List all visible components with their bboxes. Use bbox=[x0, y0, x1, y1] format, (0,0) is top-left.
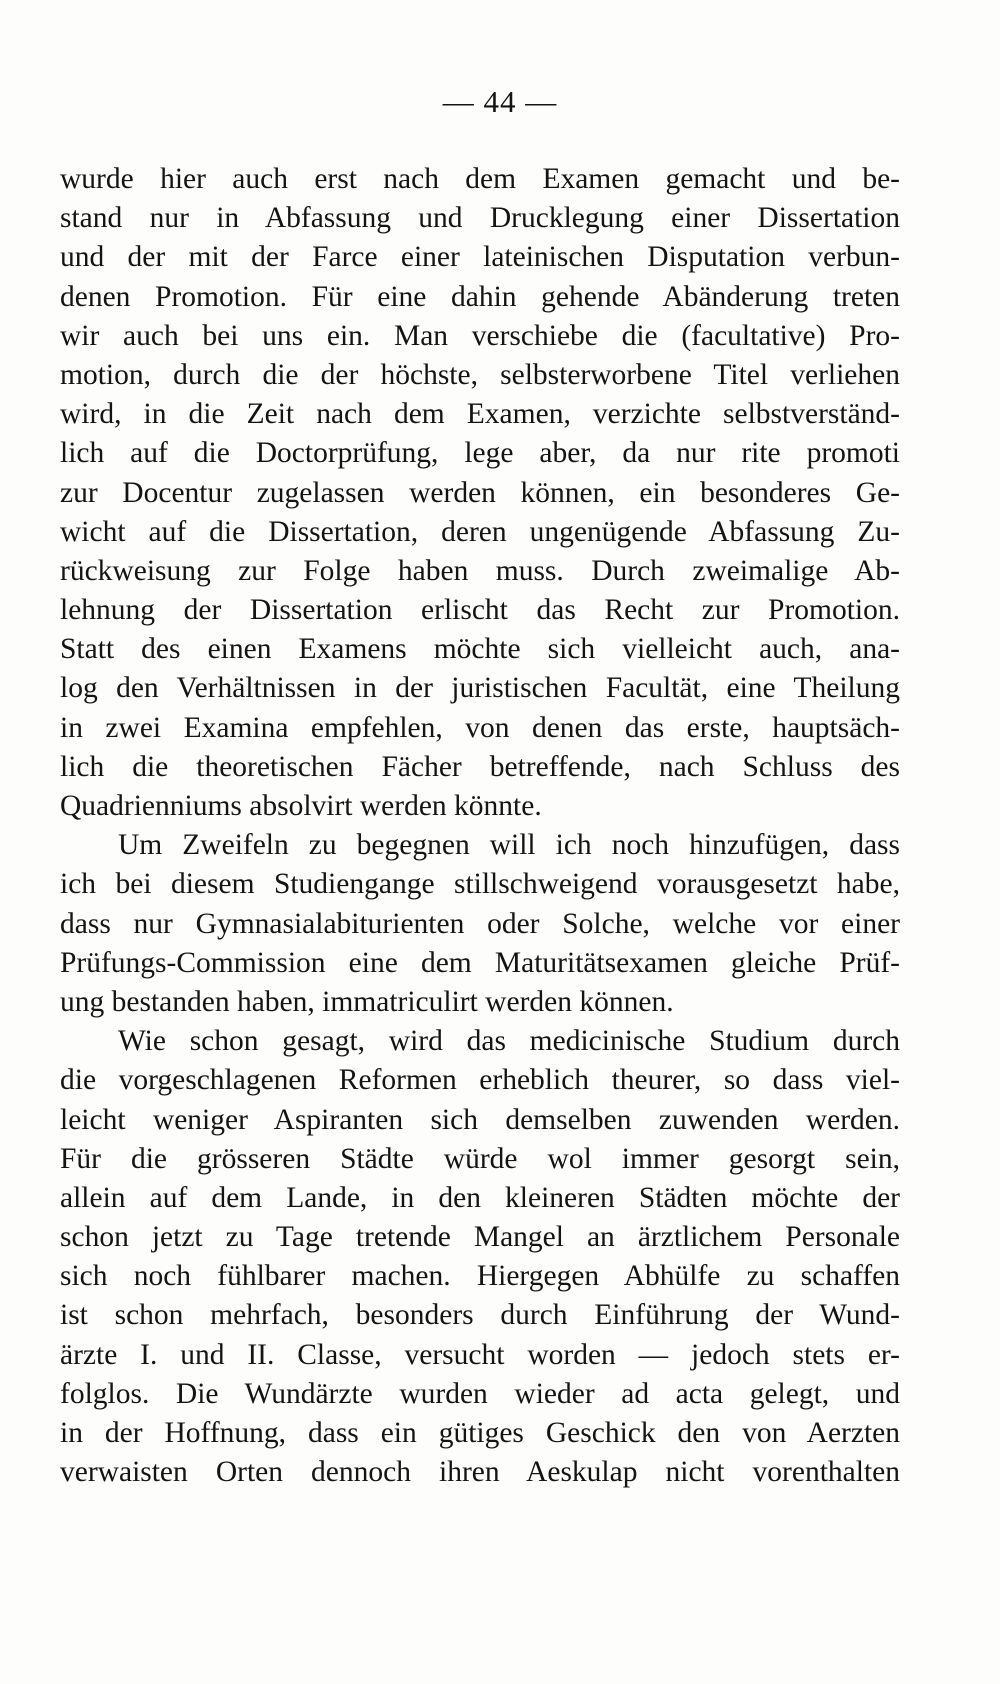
text-line: lich die theoretischen Fächer betreffende, nach Schluss des bbox=[60, 750, 900, 783]
text-line: dass nur Gymnasialabiturienten oder Solche, welche vor einer bbox=[60, 907, 900, 940]
text-line: ist schon mehrfach, besonders durch Einführung der Wund- bbox=[60, 1299, 900, 1332]
text-line: wicht auf die Dissertation, deren ungenügende Abfassung Zu- bbox=[60, 515, 900, 548]
text-line: wir auch bei uns ein. Man verschiebe die (facultative) Pro- bbox=[60, 319, 900, 352]
text-line: schon jetzt zu Tage tretende Mangel an ärztlichem Personale bbox=[60, 1221, 900, 1254]
text-line: wurde hier auch erst nach dem Examen gemacht und be- bbox=[60, 163, 900, 195]
text-line: lehnung der Dissertation erlischt das Recht zur Promotion. bbox=[60, 594, 900, 627]
text-line: allein auf dem Lande, in den kleineren Städten möchte der bbox=[60, 1181, 900, 1214]
text-line: Um Zweifeln zu begegnen will ich noch hinzufügen, dass bbox=[118, 829, 900, 862]
page-number: — 44 — bbox=[442, 84, 558, 119]
text-line: motion, durch die der höchste, selbsterworbene Titel verliehen bbox=[60, 358, 900, 391]
text-line: stand nur in Abfassung und Drucklegung einer Dissertation bbox=[60, 202, 900, 235]
text-line: Statt des einen Examens möchte sich vielleicht auch, ana- bbox=[60, 633, 900, 666]
text-line: rückweisung zur Folge haben muss. Durch zweimalige Ab- bbox=[60, 554, 900, 587]
text-line: log den Verhältnissen in der juristischen Facultät, eine Theilung bbox=[60, 672, 900, 705]
text-line: leicht weniger Aspiranten sich demselben zuwenden werden. bbox=[60, 1103, 900, 1136]
text-line: Prüfungs-Commission eine dem Maturitätsexamen gleiche Prüf- bbox=[60, 946, 900, 979]
text-line: verwaisten Orten dennoch ihren Aeskulap nicht vorenthalten bbox=[60, 1456, 900, 1489]
text-line: Wie schon gesagt, wird das medicinische Studium durch bbox=[118, 1025, 900, 1058]
text-line: Quadrienniums absolvirt werden könnte. bbox=[60, 790, 542, 822]
text-line: und der mit der Farce einer lateinischen Disputation verbun- bbox=[60, 241, 900, 274]
text-line: ärzte I. und II. Classe, versucht worden — jedoch stets er- bbox=[60, 1338, 900, 1371]
text-line: lich auf die Doctorprüfung, lege aber, da nur rite promoti bbox=[60, 437, 900, 470]
body-text bbox=[60, 160, 900, 1492]
text-line: in der Hoffnung, dass ein gütiges Geschick den von Aerzten bbox=[60, 1417, 900, 1449]
text-line: ich bei diesem Studiengange stillschweigend vorausgesetzt habe, bbox=[60, 868, 900, 901]
text-line: die vorgeschlagenen Reformen erheblich theurer, so dass viel- bbox=[60, 1064, 900, 1097]
text-line: folglos. Die Wundärzte wurden wieder ad acta gelegt, und bbox=[60, 1377, 900, 1410]
text-line: sich noch fühlbarer machen. Hiergegen Abhülfe zu schaffen bbox=[60, 1260, 900, 1293]
text-line: ung bestanden haben, immatriculirt werden können. bbox=[60, 985, 674, 1018]
text-line: in zwei Examina empfehlen, von denen das erste, hauptsäch- bbox=[60, 711, 900, 744]
text-line: Für die grösseren Städte würde wol immer gesorgt sein, bbox=[60, 1142, 900, 1175]
text-line: zur Docentur zugelassen werden können, ein besonderes Ge- bbox=[60, 476, 900, 509]
text-line: denen Promotion. Für eine dahin gehende Abänderung treten bbox=[60, 280, 900, 313]
text-line: wird, in die Zeit nach dem Examen, verzichte selbstverständ- bbox=[60, 398, 900, 431]
